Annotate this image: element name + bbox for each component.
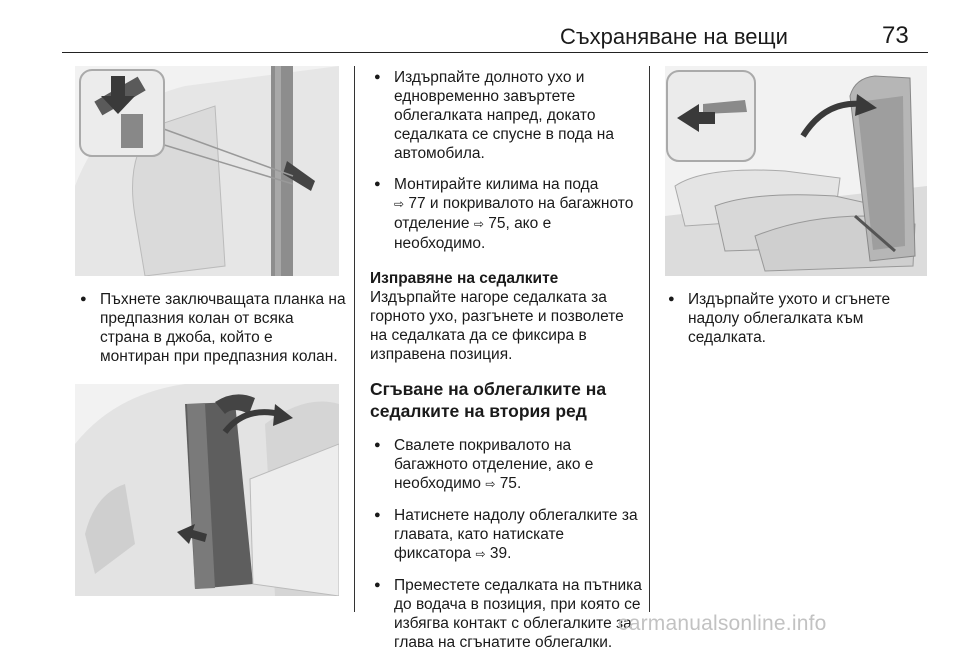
figure-seat-row — [665, 66, 927, 276]
mid-bullet-4 — [370, 506, 642, 564]
column-divider-right — [649, 66, 650, 612]
mid-bullet-2-tail: , ако е необходимо. — [394, 215, 552, 252]
mid-bullet-5: ● Преместете седалката на пътника до водача в позиция, при която се избягва контакт с облегалките за глава на сгънатите облегалки. — [370, 576, 642, 652]
column-divider-left — [354, 66, 355, 612]
left-bullet: ● Пъхнете заключващата планка на предпазния колан от всяка страна в джоба, който е монтиран при предпазния колан. — [76, 290, 346, 366]
mid-bullet-3 — [370, 436, 642, 494]
paragraph-seat-upright: Издърпайте нагоре седалката за горното ухо, разгънете и позволете на седалката да се фиксира в изправена позиция. — [370, 289, 624, 363]
right-bullet: ● Издърпайте ухото и сгънете надолу облегалката към седалката. — [664, 290, 930, 347]
right-column-text — [664, 290, 930, 359]
mid-bullet-2 — [370, 175, 642, 253]
header-rule — [62, 52, 928, 53]
figure-seatbelt-latch — [75, 66, 339, 276]
page-number: 73 — [882, 22, 909, 49]
page-ref-75[interactable]: 75 — [488, 215, 506, 232]
section-heading: Сгъване на облегалките на седалките на втория ред — [370, 379, 607, 421]
mid-bullet-1: ● Издърпайте долното ухо и едновременно завъртете облегалката напред, докато седалката се спусне в пода на автомобила. — [370, 68, 642, 163]
mid-bullet-4-text: Натиснете надолу облегалките за главата, като натискате фиксатора — [394, 507, 638, 562]
reference-arrow-icon: ⇨ — [394, 197, 405, 211]
page-ref-75[interactable]: 75 — [499, 475, 517, 492]
page-ref-39[interactable]: 39 — [489, 545, 508, 562]
reference-arrow-icon: ⇨ — [473, 217, 484, 231]
reference-arrow-icon: ⇨ — [475, 547, 486, 561]
mid-bullet-4-end: . — [507, 545, 512, 562]
left-column-text — [76, 290, 346, 378]
mid-bullet-3-text: Свалете покривалото на багажното отделение, ако е необходимо — [394, 437, 594, 492]
subheading-seat-upright: Изправяне на седалките — [370, 270, 559, 287]
page-title: Съхраняване на вещи — [560, 24, 788, 49]
figure-folding-seat — [75, 384, 339, 596]
reference-arrow-icon: ⇨ — [485, 477, 496, 491]
mid-bullet-2-text: Монтирайте килима на пода — [394, 176, 599, 193]
watermark: carmanualsonline.info — [618, 612, 827, 635]
page-ref-77[interactable]: 77 — [408, 195, 426, 212]
middle-column-text — [370, 68, 642, 664]
mid-bullet-3-end: . — [516, 475, 522, 492]
mid-bullet-2-mid: и покривалото на багажното отделение — [394, 195, 634, 232]
